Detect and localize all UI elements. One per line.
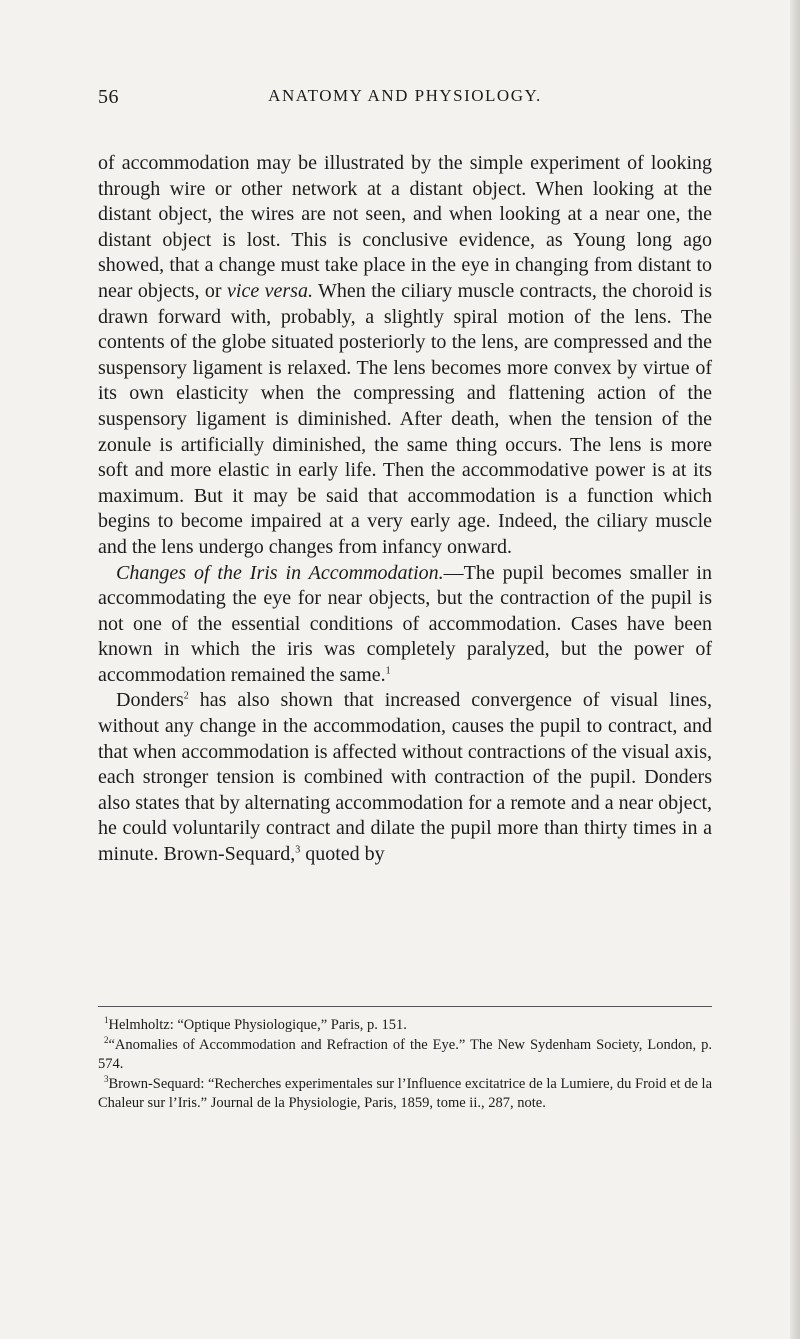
footnote-text: Helmholtz: “Optique Physiologique,” Paris, p. 151. [108,1017,407,1033]
footnote-number: 3 [104,1073,109,1084]
footnote-text: Brown-Sequard: “Recherches experimentales sur l’Influence excitatrice de la Lumiere, du Froid et de la Chaleur sur l’Iris.” Journal de la Physiologie, Paris, 1859, tome ii., 287, note. [98,1075,712,1111]
paragraph-text: When the ciliary muscle contracts, the choroid is drawn forward with, probably, a slightly spiral motion of the lens. The contents of the globe situated posteriorly to the lens, are compressed and the suspensory ligament is relaxed. The lens becomes more convex by virtue of its own elasticity when the compressing and flattening action of the suspensory ligament is diminished. After death, when the tension of the zonule is artificially diminished, the same thing occurs. The lens is more soft and more elastic in early life. Then the accommodative power is at its maximum. But it may be said that accommodation is a function which begins to become impaired at a very early age. Indeed, the ciliary muscle and the lens undergo changes from infancy onward. [98,279,713,558]
paragraph-text: has also shown that increased convergence of visual lines, without any change in the accommodation, causes the pupil to contract, and that when accommodation is affected without contractions of the visual axis, each stronger tension is combined with contraction of the pupil. Donders also states that by alternating accommodation for a remote and a near object, he could voluntarily contract and dilate the pupil more than thirty times in a minute. Brown-Sequard, [98,689,712,866]
footnote [98,1016,712,1036]
body-text [98,151,712,868]
paragraph-text: quoted by [300,843,385,866]
paragraph [98,688,712,867]
running-title: ANATOMY AND PHYSIOLOGY. [268,86,542,105]
footnote [98,1036,712,1075]
paragraph [98,151,712,561]
footnotes [98,1016,712,1114]
footnote-number: 2 [104,1034,109,1045]
footnote-ref: 3 [295,844,301,856]
footnote-ref: 2 [183,690,189,702]
footnote-text: “Anomalies of Accommodation and Refraction of the Eye.” The New Sydenham Society, London, p. 574. [98,1036,712,1072]
paragraph-text: of accommodation may be illustrated by the simple experiment of looking through wire or other network at a distant object. When looking at the distant object, the wires are not seen, and when looking at a near one, the distant object is lost. This is conclusive evidence, as Young long ago showed, that a change must take place in the eye in changing from distant to near objects, or [98,152,712,302]
section-heading: Changes of the Iris in Accommodation. [116,561,444,584]
page-header [98,86,712,116]
page-number: 56 [98,86,119,108]
footnote-divider [98,1006,712,1007]
footnote-ref: 1 [385,665,391,677]
footnote [98,1075,712,1114]
page-edge [790,0,800,1339]
paragraph-text: —The pupil becomes smaller in accommodating the eye for near objects, but the contraction of the pupil is not one of the essential conditions of accommodation. Cases have been known in which the iris was completely paralyzed, but the power of accommodation remained the same. [98,561,712,686]
footnote-number: 1 [104,1015,109,1026]
paragraph [98,561,712,689]
paragraph-text: Donders [116,689,184,712]
italic-phrase: vice versa. [227,279,313,302]
